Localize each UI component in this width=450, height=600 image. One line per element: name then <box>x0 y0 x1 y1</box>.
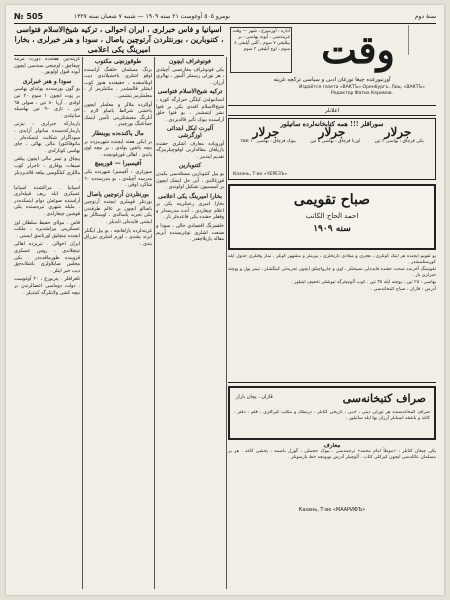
paragraph: گزیته‌نین هفته‌ده دورت مرتبه چیغاچق ، اوچنجی سنه‌سی ایچون آبونه قبول اولونور . <box>14 57 80 76</box>
article-column-left <box>14 57 80 589</box>
ad-location: قازان ، پچان بازار <box>236 394 273 400</box>
ad-maarif <box>228 443 436 513</box>
ad-brand: جرلار <box>252 125 280 139</box>
section-heading: مال یاکنده‌ده یوینطار <box>92 129 144 137</box>
ad-title: صراف کتبخانه‌سی <box>342 392 426 405</box>
paragraph: بو ییل کتنوبارین مسئله‌سی یکیدن قوزغالدی ، آنی حل ایتمک ایچون بر کمیسیون تشکیل اولوندی . <box>156 171 224 191</box>
ad-brand: جرلار <box>318 125 346 139</box>
front-headline: اسپانیا و فاس خبرلری ، ایران احوالی ، ترکیه شیخ‌الاسلام فتواسی ، کتنوبارین ، بورنتلردن آرتوچین یاصال ، سودا و هنر خبرلری ، بخارا امیرینگ یکی اعلامی <box>14 25 224 54</box>
section-heading: بورنتلردن آرتوچین یاصال <box>87 190 149 198</box>
subscription-box: اداره : آوزنبورغ ، شهر — وقت غزیته‌سی ، آبونه بهاسی : بر ییللیغی ٧ سوم ، آلتی آیلیغی ٤ سوم ، اوج آیلیغی ٢ سوم <box>230 27 292 73</box>
ad-sarraf-bookstore <box>228 386 436 440</box>
paragraph: بخارا امیری رعیتلرینه یکی بر اعلام چیغاردی ، آنده مدرسه‌لر و وقفلر حقنده یکی قاعده‌لر بار . <box>156 202 224 221</box>
ad-price: بیوک قرچاق : بهاسی ١٠ тин <box>240 139 296 144</box>
ad-calendar <box>228 184 436 250</box>
newspaper-logo: وقت <box>321 27 395 72</box>
calendar-year: سنه ١٩٠٩ <box>313 224 351 234</box>
newspaper-page <box>6 5 444 595</box>
calendar-title: صباح تقویمی <box>293 192 371 208</box>
ad-publisher: Казань, Т-во «МААРИФЪ» <box>298 507 366 513</box>
masthead-subtitle: آوزنبورغده چیغا تورغان ادبی و سیاسی ترکچه غزیته <box>273 77 391 83</box>
ads-header: اعلانلر <box>228 107 436 116</box>
issue-year: سنهٔ دوم <box>414 13 436 20</box>
column-divider <box>226 57 227 589</box>
section-heading: کتنوبارین <box>178 162 202 170</box>
column-divider <box>82 57 83 589</box>
paragraph: بهاسی : ٢٥ تین ، پوچته ایله ٣٥ تین . کوب آلوچیلرگه تیوشلی تخفیف ایتیلور . <box>291 280 436 285</box>
paragraph: تقویمنگ آخرنده صحت حقنده فایده‌لی نصیحتلر ، اوی و چارواچیلق ایچون تجربه‌لی کینگشلر ، تیمر یول و پوچته خبرلری بار . <box>228 267 436 278</box>
paragraph: یارمارکه خبرلری : نیژنی یارمارکه‌سینده ساتولر آزایدی ، سوداگرلر شکایت ایتمکده‌لر . مانوفاکتورا مالی بهالی ، چای بهاسی کوتارلدی . <box>14 122 80 154</box>
ad-price: یکی قرچاق : بهاسی ٣ تین <box>374 139 424 144</box>
ad-title: سوراقلر !!! همه کتابخانه‌لرده ساتیلور <box>280 120 384 128</box>
ad-brand: جرلار <box>384 125 412 139</box>
ad-body: صراف کتبخانه‌سنده هر تورلی دینی ، ادبی ، تاریخی کتابلر ، درسلک و مکتب کیرکلری ، قلم ، دفتر ، کاغذ و باشقه اسبابلر آرزان بها ایله ساتیلور . <box>234 410 430 421</box>
paragraph: اسپانیا . مراکشده اسپانیا عسکری ایله ریف قبیله‌لری آراسنده صوغش دوام ایتمکده‌در . ملیله شهری تیره‌سنده یکی قوشین چیغارلدی . <box>14 185 80 218</box>
paragraph: استانبولدن کیلگن خبرلرگه کوره ، شیخ‌الاسلام افندی یکی بر فتوا نشر ایتمشدر ، بو فتوا خلق آراسنده بیوک تأثیر قالدیردی . <box>156 97 224 123</box>
section-heading: ترکیه شیخ‌الاسلام فتواسی <box>157 88 223 96</box>
paragraph: تلغرافلر . پتربورغ ، ٢٠ آوغوست . دولت دوماسی اعضالرندن بر نیچه کشی ولایتلرگه کیتدیلر . <box>14 277 80 296</box>
paragraph: یکی فوتوغراف مغازه‌سی آچیلدی ، هر تورلی رسملر آلینور ، بهالری آرزان . <box>156 67 224 86</box>
stamp-area <box>408 25 439 55</box>
paragraph: بزنگ مسلمان خلقنگ آراسنده اوقو اشلری یاخشیلاندی دیب اوبلاسقده ، حقیقتده هنوز کوب ایشلر قالمشدر . مکتبلرمز آز ، معلملرمز یتشمی . <box>84 67 152 99</box>
article-column-right <box>156 57 224 589</box>
section-heading: طوقوزنچی مکتوب <box>94 58 142 65</box>
calendar-author: احمد الحاج الکاتب <box>305 212 359 220</box>
ad-title: معارف <box>323 443 341 449</box>
section-heading: سودا و هنر خبرلری <box>22 77 72 85</box>
section-heading: فوتوغراف ایچون <box>169 58 211 65</box>
ad-body: یکی چیغان کتابلر : «موطأ امام محمد» ترجمه‌سی ، بیوک حجملی ، گوزل باصمه ، یخشی کاغذ . هر بر مسلمان عائله‌سی ایچون کیرکلی کتاب . آلوچیلر آدرس بویونچه خط یازسونلر . <box>228 449 436 460</box>
paragraph: غزیته‌لرده یازلغانچه ، بو ییل ایگنلر ایرته پشدی ، اورم اشلری تیزراق بتدی . <box>84 228 152 247</box>
masthead-russian-line: Издаётся газета «ВАКТЪ» Оренбургъ. Лиц. «ВАКТЪ» Редактор Фатих Керимов. <box>299 85 425 96</box>
section-heading: آفیسیرا — قوریبیچ <box>94 160 142 168</box>
paragraph: خلقمزنگ اقتصادی حالی ، سودا و صنعت اشلری توغریسنده آیریم مقاله یازیلاچقدر . <box>156 224 224 243</box>
ad-calendar-description <box>228 254 436 383</box>
paragraph: بو گون بورسه‌ده بوغدای بهاسی بر پوت ایچون ١ سوم ٢٠ تین اولدی . آرپا ٨٠ تین ، صولی ٦٥ تین ، تاری ٩٠ تین بهاسیله ساتیلدی . <box>14 87 80 119</box>
paragraph: سوزلری : آفیسیرا شهرنده یکی مدرسه آچیلدی ، بو مدرسه‌ده ٦٠ شاکرد اوقی . <box>84 169 152 189</box>
section-heading: بخارا امیرینگ یکی اعلامی <box>157 192 223 200</box>
paragraph: بر ایکی هفته ایچنده شهرمزده بر نیچه یانغین بولدی ، بر نیچه اوی یاندی . اهالی قورقونچده . <box>84 139 152 158</box>
section-heading: آلبرت ایکل ابتدائی اوزگرشی <box>166 125 214 139</box>
ad-publisher: Казань, Т-во «ЧЕРЕЗЪ» <box>233 172 288 177</box>
paragraph: بورنتلر قوملری ایچنده آرتوچین یاصالو ایچون بر عالم طرفندن یکی تجربه یاسالدی ، اوستاللر بو ایشنی فایده‌لی تابدیلر . <box>84 200 152 226</box>
paragraph: فاس . مولای حفیظ سلطان اوز عسکرینی بیرلشدیره ، ملکت ایچنده تینچلیق اورناتمق ایستی . <box>14 220 80 239</box>
paragraph: آوللرده ملالر و معلملر ایچون یاخشی شرائط یاساو لازم ، آنلرنگ معیشتلرینی تأمین ایتمک جماعتنگ بورچیدر . <box>84 102 152 128</box>
issue-date: نومرو ٥٠٥ آوغوست ٢١ سنه ١٩٠٩ — شنبه ٧ شعبان سنه ١٣٢٧ <box>74 13 231 20</box>
ad-price: اورتا قرچاق : بهاسی ٥ تین <box>310 139 361 144</box>
ad-brand-row <box>229 125 435 139</box>
issue-number: № 505 <box>14 12 44 21</box>
article-column-middle <box>84 57 152 589</box>
ad-cigarette-paper <box>228 118 436 180</box>
paragraph: ایران احوالی . تبریزده اهالی تینچلاندی ، روس عسکری قزوینده طورماقده‌در . یکی مجلس صایلاولری باشلانه‌چق دیب خبر ایتلر . <box>14 242 80 274</box>
masthead <box>228 23 436 106</box>
column-divider <box>154 57 155 589</box>
advertisements-section <box>228 107 436 589</box>
paragraph: آدرس : قازان ، صباح کتبخانه‌سی . <box>370 287 436 292</box>
ad-price-row <box>229 137 435 146</box>
paragraph: پیچاق و تیمر مالی ایچون ییلغی صیفات یوقاری ، تاجرلر کوب ماللری کیلگوسی ییلغه قالدیردیلر . <box>14 157 80 183</box>
paragraph: بو تقویم ایچنده هر آینگ کونلری ، هجری و میلادی تاریخلری ، بیرملر و مشهور کونلر ، نماز وقتلری جدول ایله کورستلمشدر . <box>228 254 436 265</box>
paragraph: آوروپاده معارف اشلری حقنده یازیلغان مقاله‌لرنی اوقوچیلرمزگه تقدیم ایته‌مز . <box>156 141 224 160</box>
